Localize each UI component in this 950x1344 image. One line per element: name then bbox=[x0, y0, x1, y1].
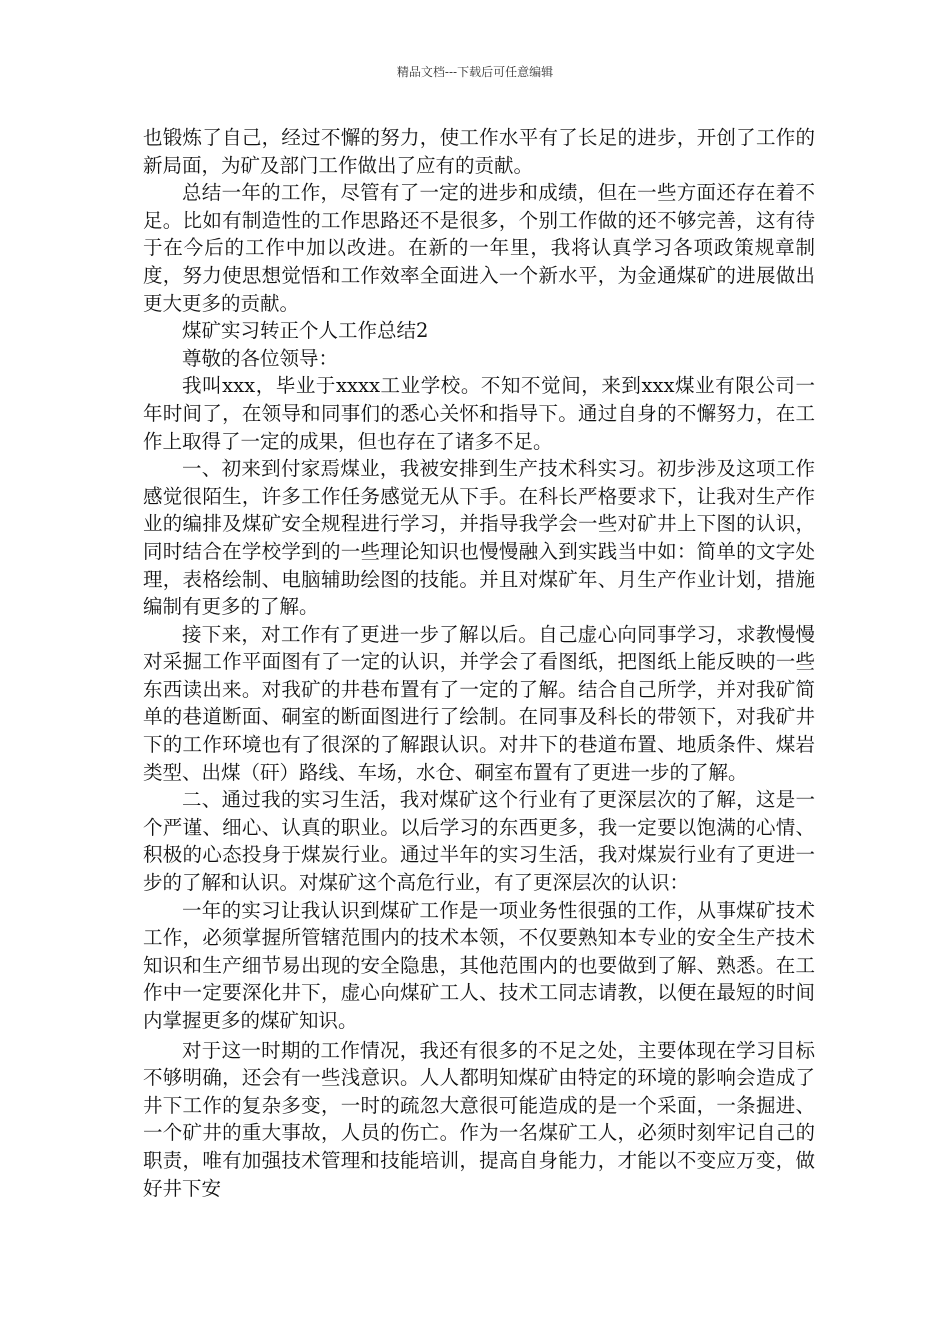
paragraph: 对于这一时期的工作情况，我还有很多的不足之处，主要体现在学习目标不够明确，还会有一些浅意识。人人都明知煤矿由特定的环境的影响会造成了井下工作的复杂多变，一时的疏忽大意很可能造成的是一个采面，一条掘进、一个矿井的重大事故，人员的伤亡。作为一名煤矿工人，必须时刻牢记自己的职责，唯有加强技术管理和技能培训，提高自身能力，才能以不变应万变，做好井下安 bbox=[143, 1038, 815, 1200]
salutation: 尊敬的各位领导： bbox=[182, 346, 339, 370]
paragraph: 我叫xxx，毕业于xxxx工业学校。不知不觉间，来到xxx煤业有限公司一年时间了，在领导和同事们的悉心关怀和指导下。通过自身的不懈努力，在工作上取得了一定的成果，但也存在了诸多不足。 bbox=[143, 374, 815, 453]
paragraph: 二、通过我的实习生活，我对煤矿这个行业有了更深层次的了解，这是一个严谨、细心、认真的职业。以后学习的东西更多，我一定要以饱满的心情、积极的心态投身于煤炭行业。通过半年的实习生活，我对煤炭行业有了更进一步的了解和认识。对煤矿这个高危行业，有了更深层次的认识： bbox=[143, 788, 815, 895]
paragraph: 也锻炼了自己，经过不懈的努力，使工作水平有了长足的进步，开创了工作的新局面，为矿及部门工作做出了应有的贡献。 bbox=[143, 126, 815, 177]
paragraph: 一、初来到付家焉煤业，我被安排到生产技术科实习。初步涉及这项工作感觉很陌生，许多工作任务感觉无从下手。在科长严格要求下，让我对生产作业的编排及煤矿安全规程进行学习，并指导我学会一些对矿井上下图的认识，同时结合在学校学到的一些理论知识也慢慢融入到实践当中如：简单的文字处理，表格绘制、电脑辅助绘图的技能。并且对煤矿年、月生产作业计划，措施编制有更多的了解。 bbox=[143, 457, 815, 619]
section-title: 煤矿实习转正个人工作总结2 bbox=[182, 319, 429, 343]
document-body bbox=[143, 124, 815, 1202]
page-header: 精品文档---下载后可任意编辑 bbox=[396, 65, 554, 79]
paragraph: 一年的实习让我认识到煤矿工作是一项业务性很强的工作，从事煤矿技术工作，必须掌握所管辖范围内的技术本领，不仅要熟知本专业的安全生产技术知识和生产细节易出现的安全隐患，其他范围内的也要做到了解、熟悉。在工作中一定要深化井下，虚心向煤矿工人、技术工同志请教，以便在最短的时间内掌握更多的煤矿知识。 bbox=[143, 898, 815, 1032]
paragraph: 接下来，对工作有了更进一步了解以后。自己虚心向同事学习，求教慢慢对采掘工作平面图有了一定的认识，并学会了看图纸，把图纸上能反映的一些东西读出来。对我矿的井巷布置有了一定的了解。结合自己所学，并对我矿简单的巷道断面、硐室的断面图进行了绘制。在同事及科长的带领下，对我矿井下的工作环境也有了很深的了解跟认识。对井下的巷道布置、地质条件、煤岩类型、出煤（矸）路线、车场，水仓、硐室布置有了更进一步的了解。 bbox=[143, 622, 815, 784]
paragraph: 总结一年的工作，尽管有了一定的进步和成绩，但在一些方面还存在着不足。比如有制造性的工作思路还不是很多，个别工作做的还不够完善，这有待于在今后的工作中加以改进。在新的一年里，我将认真学习各项政策规章制度，努力使思想觉悟和工作效率全面进入一个新水平，为金通煤矿的进展做出更大更多的贡献。 bbox=[143, 181, 815, 315]
